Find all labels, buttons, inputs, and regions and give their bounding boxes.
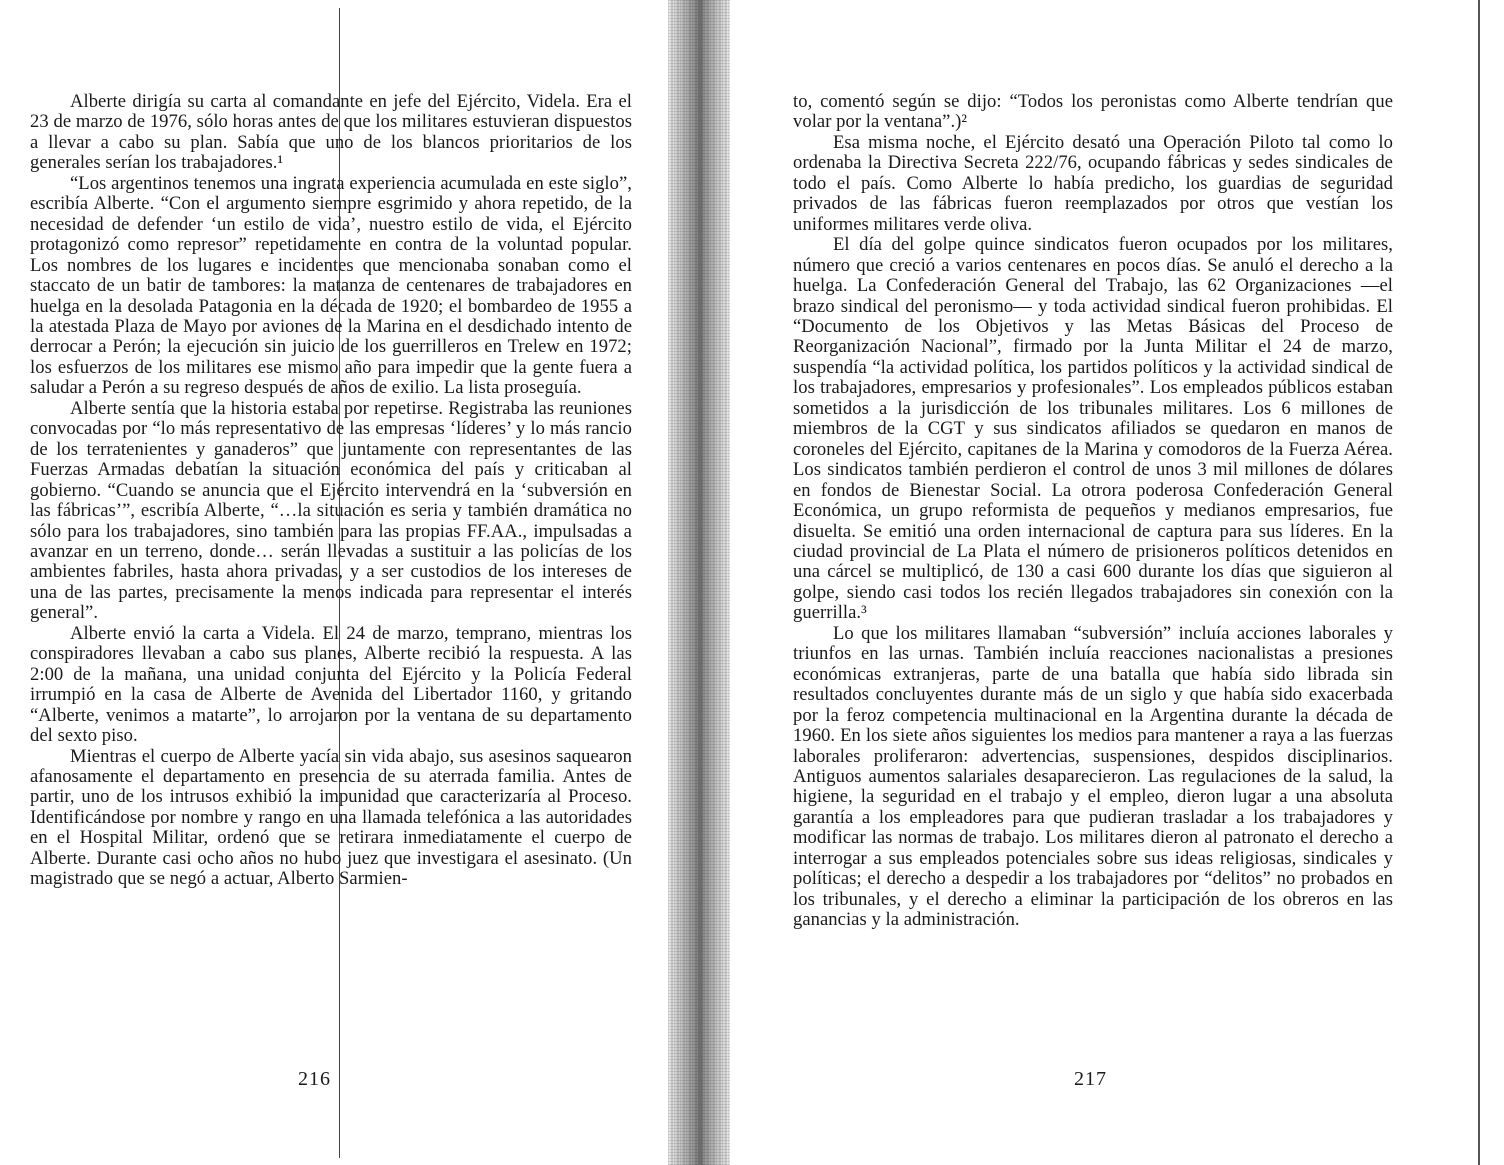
paragraph: Esa misma noche, el Ejército desató una Operación Piloto tal como lo ordenaba la Directiva Secreta 222/76, ocupando fábricas y sedes sindicales de todo el país. Como Alberte lo había predicho, los guardias de seguridad privados de las fábricas fueron reemplazados por otros que vestían los uniformes militares verde oliva. [793,131,1393,235]
left-page-text-column [30,92,632,890]
book-spine-line [698,0,701,1165]
paragraph: to, comentó según se dijo: “Todos los peronistas como Alberte tendrían que volar por la ventana”.)² [793,91,1393,133]
paragraph: Mientras el cuerpo de Alberte yacía sin vida abajo, sus asesinos saquearon afanosamente el departamento en presencia de su aterrada familia. Antes de partir, uno de los intrusos exhibió la impunidad que caracterizaría al Proceso. Identificándose por nombre y rango en una llamada telefónica a las autoridades en el Hospital Militar, ordenó que se retirara inmediatamente el cuerpo de Alberte. Durante casi ocho años no hubo juez que investigara el asesinato. (Un magistrado que se negó a actuar, Alberto Sarmien- [30,745,632,890]
page-number-left: 216 [298,1068,331,1090]
right-page-text-column [793,92,1393,931]
paragraph: Lo que los militares llamaban “subversión” incluía acciones laborales y triunfos en las urnas. También incluía reacciones nacionalistas a presiones económicas extranjeras, parte de una batalla que había sido librada sin resultados concluyentes durante más de un siglo y que había sido exacerbada por la feroz competencia multinacional en la Argentina durante la década de 1960. En los siete años siguientes los medios para mantener a raya a las fuerzas laborales proliferaron: advertencias, suspensiones, despidos disciplinarios. Antiguos aumentos salariales desaparecieron. Las regulaciones de la salud, la higiene, la seguridad en el trabajo y el empleo, dieron lugar a una absoluta garantía a los empleadores para que pudieran trasladar a los trabajadores y modificar las normas de trabajo. Los militares dieron al patronato el derecho a interrogar a sus empleados potenciales sobre sus ideas religiosas, sindicales y políticas; el derecho a despedir a los trabajadores por “delitos” no probados en los tribunales, y el derecho a eliminar la participación de los obreros en las ganancias y la administración. [793,622,1393,931]
paragraph: “Los argentinos tenemos una ingrata experiencia acumulada en este siglo”, escribía Alberte. “Con el argumento siempre esgrimido y ahora repetido, de la necesidad de defender ‘un estilo de vida’, nuestro estilo de vida, el Ejército protagonizó como represor” repetidamente en contra de la voluntad popular. Los nombres de los lugares e incidentes que mencionaba sonaban como el staccato de un batir de tambores: la matanza de centenares de trabajadores en huelga en la desolada Patagonia en la década de 1920; el bombardeo de 1955 a la atestada Plaza de Mayo por aviones de la Marina en el desdichado intento de derrocar a Perón; la ejecución sin juicio de los guerrilleros en Trelew en 1972; los esfuerzos de los militares ese mismo año para impedir que la gente fuera a saludar a Perón a su regreso después de años de exilio. La lista proseguía. [30,172,632,399]
paragraph: Alberte dirigía su carta al comandante en jefe del Ejército, Videla. Era el 23 de marzo de 1976, sólo horas antes de que los militares estuvieran dispuestos a llevar a cabo su plan. Sabía que uno de los blancos prioritarios de los generales serían los trabajadores.¹ [30,91,632,174]
paragraph: Alberte sentía que la historia estaba por repetirse. Registraba las reuniones convocadas por “lo más representativo de las empresas ‘líderes’ y lo más rancio de los terratenientes y ganaderos” que juntamente con representantes de las Fuerzas Armadas debatían la situación económica del país y criticaban al gobierno. “Cuando se anuncia que el Ejército intervendrá en la ‘subversión en las fábricas’”, escribía Alberte, “…la situación es seria y también dramática no sólo para los trabajadores, sino también para las propias FF.AA., impulsadas a avanzar en un terreno, donde… serán llevadas a sustituir a las policías de los ambientes fabriles, hasta ahora privadas, y a ser custodios de los intereses de una de las partes, precisamente la menos indicada para representar el interés general”. [30,397,632,624]
paragraph: El día del golpe quince sindicatos fueron ocupados por los militares, número que creció a varios centenares en pocos días. Se anuló el derecho a la huelga. La Confederación General del Trabajo, las 62 Organizaciones —el brazo sindical del peronismo— y toda actividad sindical fueron prohibidas. El “Documento de los Objetivos y las Metas Básicas del Proceso de Reorganización Nacional”, firmado por la Junta Militar el 24 de marzo, suspendía “la actividad política, los partidos políticos y la actividad sindical de los trabajadores, empresarios y profesionales”. Los empleados públicos estaban sometidos a la jurisdicción de los tribunales militares. Los 6 millones de miembros de la CGT y sus sindicatos afiliados se quedaron en manos de coroneles del Ejército, capitanes de la Marina y comodoros de la Fuerza Aérea. Los sindicatos también perdieron el control de unos 3 mil millones de dólares en fondos de Bienestar Social. La otrora poderosa Confederación General Económica, un grupo reformista de pequeños y medianos empresarios, fue disuelta. Se emitió una orden internacional de captura para sus líderes. En la ciudad provincial de La Plata el número de prisioneros políticos detenidos en una cárcel se multiplicó, de 130 a casi 600 durante los días que siguieron al golpe, siendo casi todos los recién llegados trabajadores sin conexión con la guerrilla.³ [793,234,1393,624]
page-number-right: 217 [1074,1068,1107,1090]
paragraph: Alberte envió la carta a Videla. El 24 de marzo, temprano, mientras los conspiradores llevaban a cabo sus planes, Alberte recibió la respuesta. A las 2:00 de la mañana, una unidad conjunta del Ejército y la Policía Federal irrumpió en la casa de Alberte de Avenida del Libertador 1160, y gritando “Alberte, venimos a matarte”, lo arrojaron por la ventana de su departamento del sexto piso. [30,622,632,747]
left-page [0,0,670,1165]
